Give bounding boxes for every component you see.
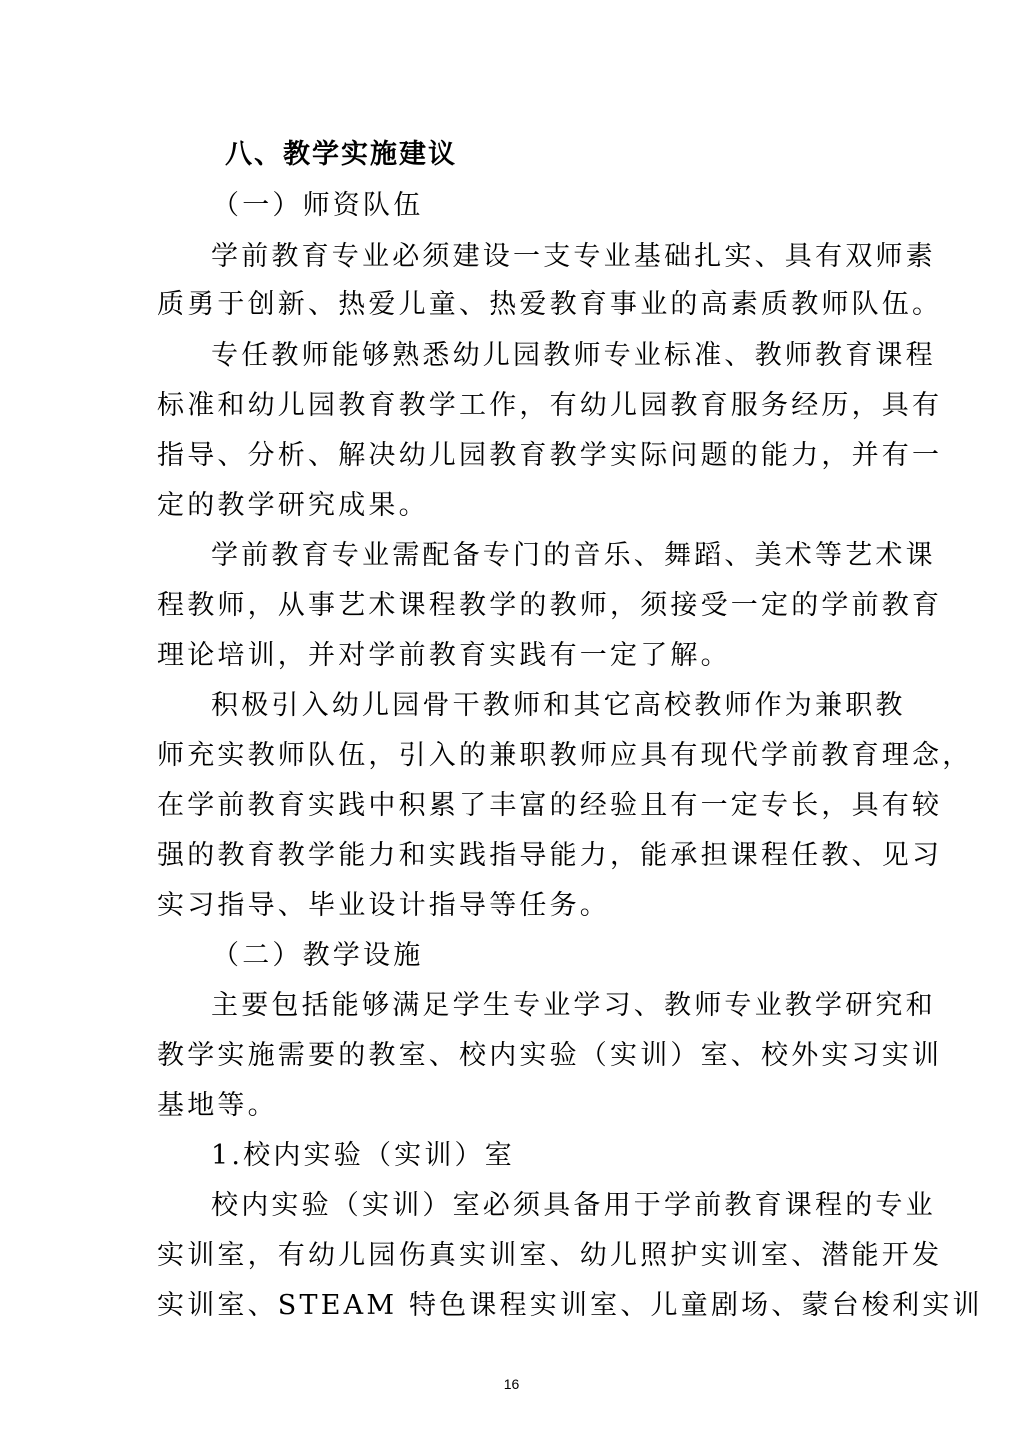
paragraph-line: 教学实施需要的教室、校内实验（实训）室、校外实习实训 [157, 1040, 943, 1071]
paragraph-line: 专任教师能够熟悉幼儿园教师专业标准、教师教育课程 [211, 340, 936, 371]
subsection-title-labs: 1.校内实验（实训）室 [211, 1140, 515, 1171]
paragraph-line: 标准和幼儿园教育教学工作，有幼儿园教育服务经历，具有 [157, 390, 943, 421]
paragraph-line: 实训室，有幼儿园伤真实训室、幼儿照护实训室、潜能开发 [157, 1240, 943, 1271]
paragraph-line: 学前教育专业需配备专门的音乐、舞蹈、美术等艺术课 [211, 540, 936, 571]
paragraph-line: 在学前教育实践中积累了丰富的经验且有一定专长，具有较 [157, 790, 943, 821]
paragraph-line: 实习指导、毕业设计指导等任务。 [157, 890, 610, 921]
paragraph-line: 强的教育教学能力和实践指导能力，能承担课程任教、见习 [157, 840, 943, 871]
paragraph-line: 定的教学研究成果。 [157, 490, 429, 521]
section-title-facilities: （二）教学设施 [212, 940, 424, 971]
paragraph-line: 积极引入幼儿园骨干教师和其它高校教师作为兼职教 [211, 690, 906, 721]
paragraph-line: 理论培训，并对学前教育实践有一定了解。 [157, 640, 731, 671]
paragraph-line: 主要包括能够满足学生专业学习、教师专业教学研究和 [211, 990, 936, 1021]
paragraph-line: 指导、分析、解决幼儿园教育教学实际问题的能力，并有一 [157, 440, 943, 471]
paragraph-line: 基地等。 [157, 1090, 278, 1121]
section-title-faculty: （一）师资队伍 [212, 190, 424, 221]
page-number: 16 [503, 1376, 520, 1392]
paragraph-line: 质勇于创新、热爱儿童、热爱教育事业的高素质教师队伍。 [157, 289, 943, 320]
paragraph-line: 师充实教师队伍，引入的兼职教师应具有现代学前教育理念， [157, 740, 973, 771]
paragraph-line: 学前教育专业必须建设一支专业基础扎实、具有双师素 [211, 241, 936, 272]
paragraph-line: 程教师，从事艺术课程教学的教师，须接受一定的学前教育 [157, 590, 943, 621]
paragraph-line: 实训室、STEAM 特色课程实训室、儿童剧场、蒙台梭利实训 [157, 1290, 983, 1321]
page-heading: 八、教学实施建议 [225, 139, 457, 170]
paragraph-line: 校内实验（实训）室必须具备用于学前教育课程的专业 [211, 1190, 936, 1221]
